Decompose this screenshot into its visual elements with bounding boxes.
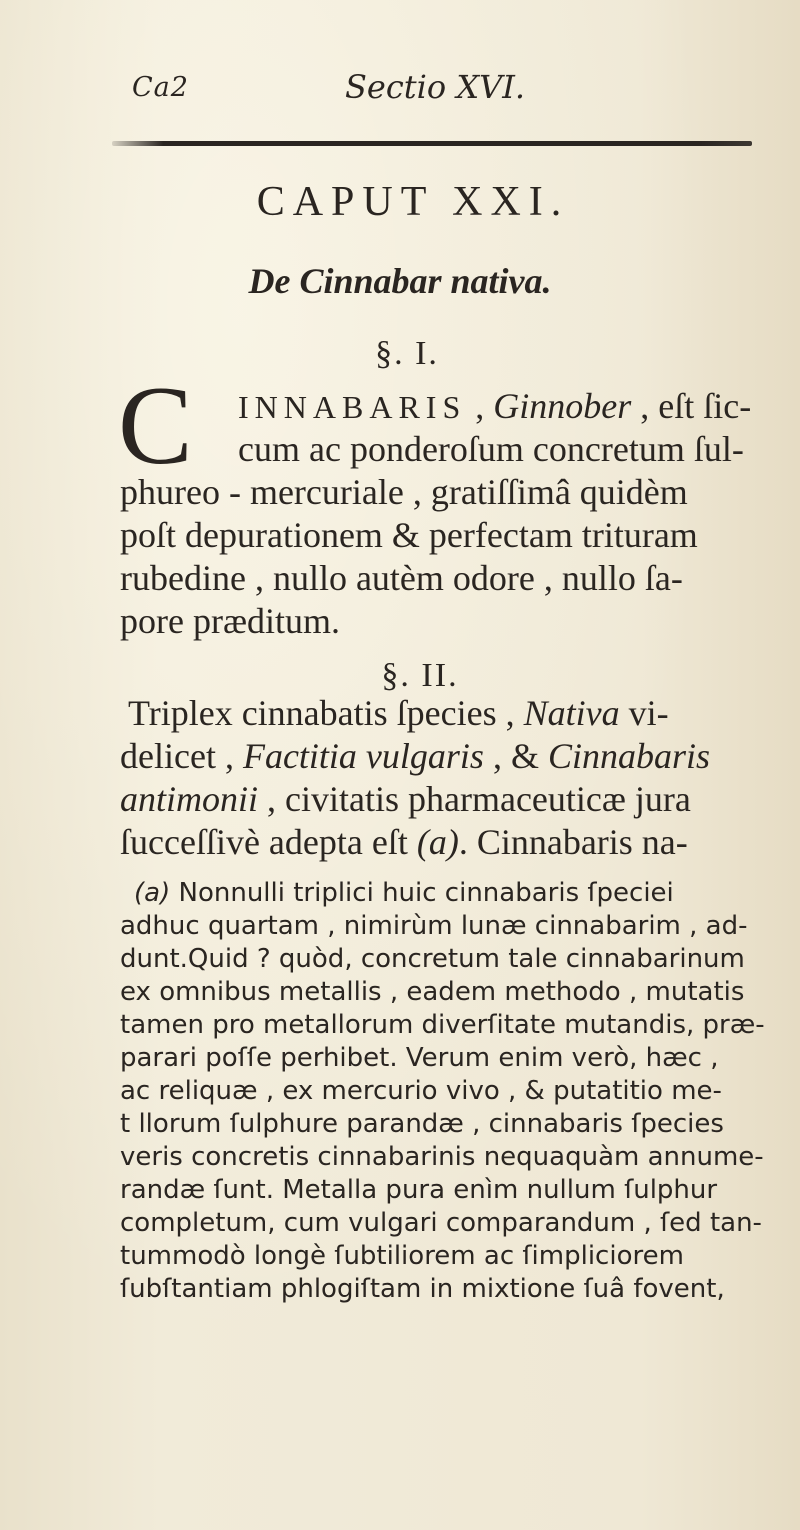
section-heading: Sectio XVI. [345,68,526,106]
footnote-line: tamen pro metallorum diverſitate mutandis, præ- [120,1010,765,1040]
term-ginnober: Ginnober [493,386,632,426]
term-cinnabaris: INNABARIS [238,389,467,425]
footnote-line: veris concretis cinnabarinis nequaquàm annume- [120,1142,764,1172]
paragraph-2-line [120,735,760,778]
footnote [120,877,765,1306]
footnote-line: tummodò longè ſubtiliorem ac ſimpliciorem [120,1241,684,1271]
text-fragment: , civitatis pharmaceuticæ jura [258,779,691,819]
paragraph-2-line [120,821,760,864]
term-antimonii: antimonii [120,779,259,819]
paragraph-2 [120,692,760,864]
text-fragment: Triplex cinnabatis ſpecies , [128,693,524,733]
footnote-line: adhuc quartam , nimirùm lunæ cinnabarim , ad- [120,911,748,941]
term-factitia-vulgaris: Factitia vulgaris [242,736,484,776]
footnote-line: parari poſſe perhibet. Verum enim verò, hæc , [120,1043,719,1073]
section-marker-1: §. I. [375,335,439,372]
footnote-line: ex omnibus metallis , eadem methodo , mutatis [120,977,745,1007]
footnote-line: dunt.Quid ? quòd, concretum tale cinnabarinum [120,944,745,974]
footnote-marker: (a) [134,878,171,908]
footnote-line: randæ ſunt. Metalla pura enìm nullum ſulphur [120,1175,718,1205]
paragraph-2-line [120,692,760,735]
footnote-line: t llorum ſulphure parandæ , cinnabaris ſpecies [120,1109,724,1139]
paragraph-1-line: rubedine , nullo autèm odore , nullo ſa- [120,558,683,598]
text-fragment: ſucceſſivè adepta eſt [120,822,417,862]
text-fragment: Nonnulli triplici huic cinnabaris ſpeciei [170,878,674,908]
paragraph-1-line: pore præditum. [120,601,340,641]
text-fragment: delicet , [120,736,243,776]
term-cinnabaris: Cinnabaris [547,736,710,776]
text-fragment: , & [483,736,548,776]
footnote-line: completum, cum vulgari comparandum , ſed tan- [120,1208,762,1238]
section-marker-2: §. II. [381,657,459,694]
footnote-line: ſubſtantiam phlogiſtam in mixtione ſuâ fovent, [120,1274,725,1304]
paragraph-1 [120,385,760,643]
text-fragment: , eſt ſic- [631,386,752,426]
chapter-title: CAPUT XXI. [256,179,570,225]
footnote-reference: (a) [416,822,459,862]
page-number: Ca2 [132,72,189,103]
paragraph-1-line: phureo - mercuriale , gratiſſimâ quidèm [120,472,688,512]
header-rule [112,141,752,146]
paragraph-2-line [120,778,760,821]
footnote-line: ac reliquæ , ex mercurio vivo , & putatitio me- [120,1076,722,1106]
paragraph-1-line [120,385,760,428]
chapter-subtitle: De Cinnabar nativa. [248,261,552,301]
paragraph-1-line: poſt depurationem & perfectam trituram [120,515,698,555]
text-fragment: . Cinnabaris na- [458,822,688,862]
text-fragment: vi- [619,693,669,733]
footnote-line [120,877,760,910]
running-head [0,62,800,112]
drop-cap: C [118,364,193,488]
paragraph-1-line: cum ac ponderoſum concretum ſul- [238,429,744,469]
term-nativa: Nativa [523,693,620,733]
text-fragment: , [466,386,494,426]
